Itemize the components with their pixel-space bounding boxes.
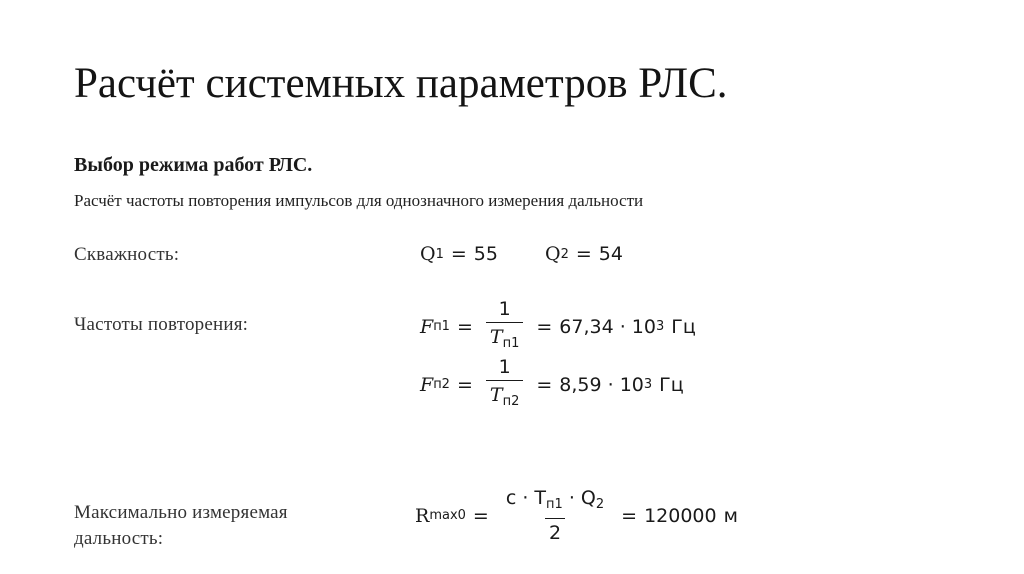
f1-value: 67,34 · 10 <box>559 315 656 338</box>
max-range-label <box>74 500 288 552</box>
section-description: Расчёт частоты повторения импульсов для однозначного измерения дальности <box>74 191 644 210</box>
f1-equals: = <box>456 315 473 338</box>
f2-equals: = <box>456 373 473 396</box>
q1-equals: = <box>450 243 467 265</box>
formula-rmax <box>415 487 738 544</box>
f2-subscript: п2 <box>433 377 450 392</box>
rmax-subscript: max0 <box>429 508 466 523</box>
f2-unit: Гц <box>659 373 684 396</box>
f1-subscript: п1 <box>433 319 450 334</box>
slide-title: Расчёт системных параметров РЛС. <box>74 60 728 107</box>
f2-symbol: F <box>420 373 434 396</box>
f2-denominator: $T_{п2}$ <box>486 380 523 413</box>
repetition-frequency-label: Частоты повторения: <box>74 314 249 335</box>
formula-q2 <box>545 243 623 265</box>
f2-numerator: 1 <box>498 356 511 378</box>
f1-numerator: 1 <box>498 298 511 320</box>
duty-cycle-label: Скважность: <box>74 244 180 265</box>
f2-equals-2: = <box>536 373 553 396</box>
q1-symbol: Q <box>420 243 436 265</box>
formula-q1 <box>420 243 498 265</box>
f1-equals-2: = <box>536 315 553 338</box>
rmax-fraction <box>502 487 608 544</box>
rmax-value: 120000 <box>644 504 717 527</box>
f1-unit: Гц <box>671 315 696 338</box>
f1-denominator: $T_{п1}$ <box>486 322 523 355</box>
rmax-numerator: $c \cdot T_{п1} \cdot Q_2$ <box>505 487 605 512</box>
f1-fraction <box>486 298 523 355</box>
q1-value: 55 <box>473 243 498 265</box>
q1-subscript: 1 <box>435 246 444 262</box>
formula-f2 <box>420 356 684 413</box>
q2-subscript: 2 <box>560 246 569 262</box>
f1-exponent: 3 <box>655 319 665 334</box>
f2-exponent: 3 <box>643 377 653 392</box>
formula-f1 <box>420 298 696 355</box>
rmax-equals-2: = <box>621 504 638 527</box>
rmax-equals: = <box>472 504 489 527</box>
q2-value: 54 <box>598 243 623 265</box>
max-range-label-line1: Максимально измеряемая <box>74 502 288 523</box>
f1-symbol: F <box>420 315 434 338</box>
q2-equals: = <box>575 243 592 265</box>
rmax-unit: м <box>723 504 738 527</box>
f2-fraction <box>486 356 523 413</box>
q2-symbol: Q <box>545 243 561 265</box>
section-heading: Выбор режима работ РЛС. <box>74 154 313 176</box>
max-range-label-line2: дальность: <box>74 528 164 549</box>
rmax-denominator: 2 <box>545 518 565 544</box>
rmax-symbol: R <box>415 504 430 527</box>
f2-value: 8,59 · 10 <box>559 373 644 396</box>
